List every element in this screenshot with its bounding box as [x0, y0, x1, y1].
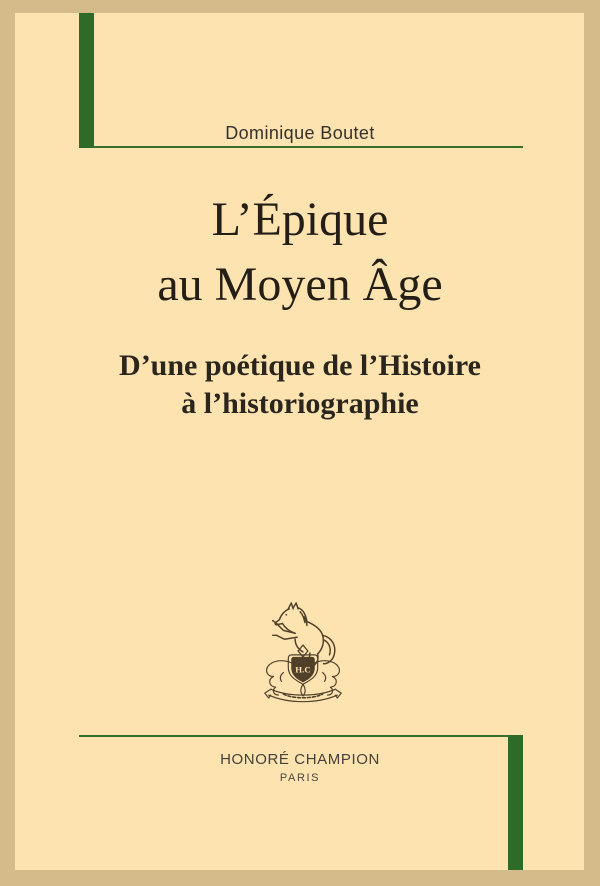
subtitle-line-2: à l’historiographie: [181, 387, 419, 420]
book-title: [0, 187, 600, 317]
logo-monogram: H.C: [295, 664, 311, 675]
horse-emblem-icon: [254, 596, 352, 704]
subtitle-line-1: D’une poétique de l’Histoire: [119, 349, 481, 382]
green-rule-bottom: [79, 735, 509, 737]
publisher-block: [0, 751, 600, 785]
publisher-city: PARIS: [279, 772, 321, 784]
book-subtitle: [0, 347, 600, 423]
author-name: Dominique Boutet: [225, 123, 375, 143]
title-line-2: au Moyen Âge: [157, 258, 443, 311]
publisher-name: HONORÉ CHAMPION: [220, 751, 380, 768]
title-line-1: L’Épique: [211, 193, 389, 246]
green-rule-top: [94, 146, 523, 148]
publisher-logo: [254, 596, 352, 704]
